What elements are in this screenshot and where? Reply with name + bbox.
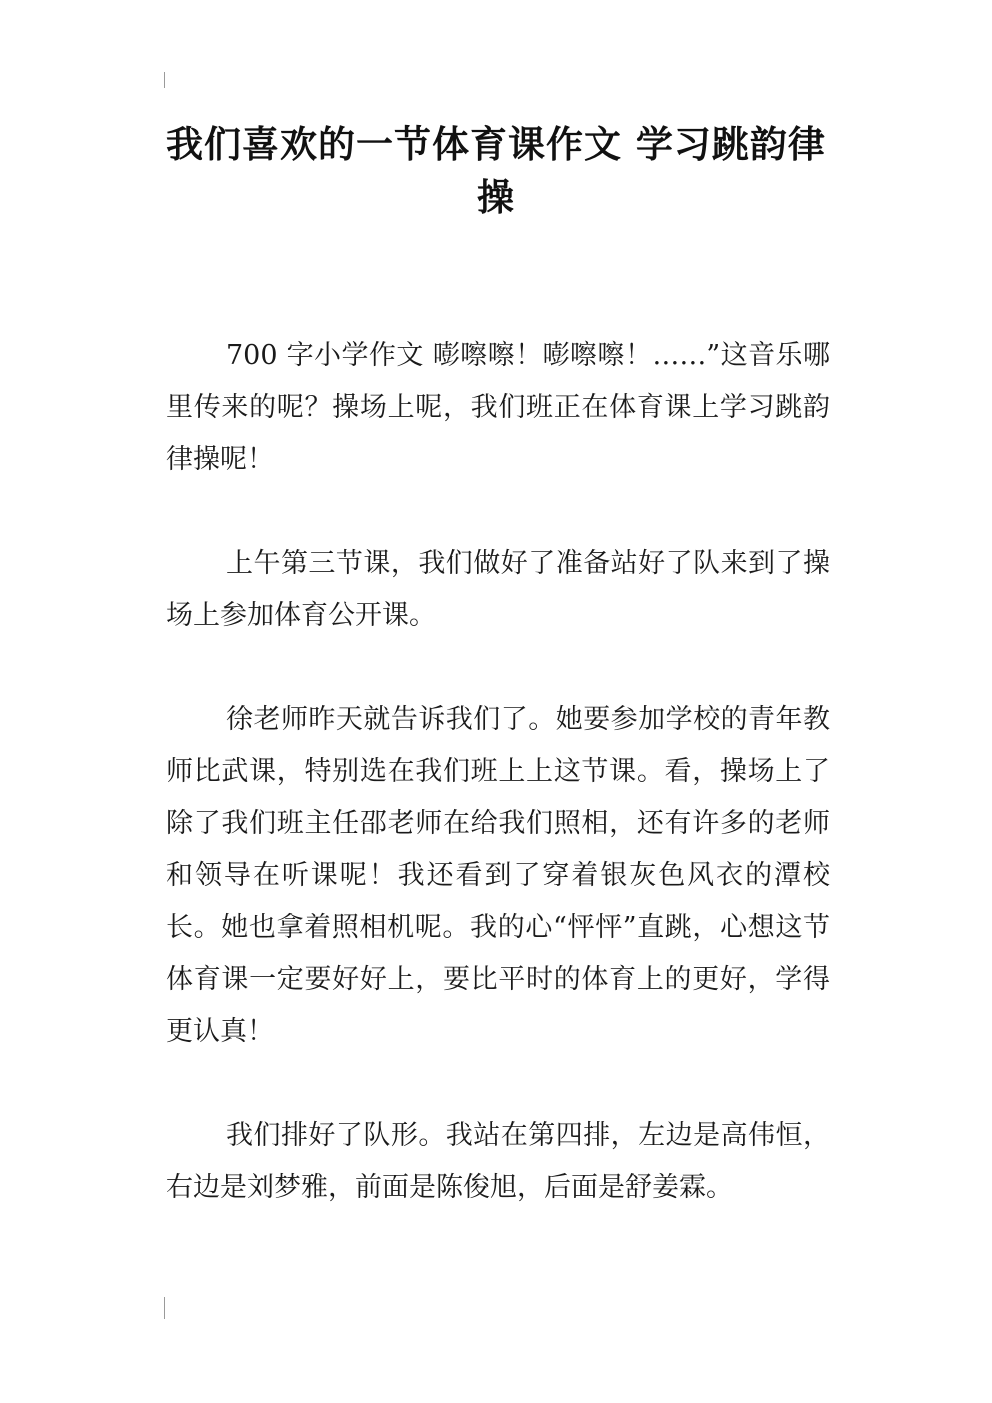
paragraph-intro: 700 字小学作文 嘭嚓嚓！嘭嚓嚓！……”这音乐哪里传来的呢？操场上呢，我们班正在体育课上学习跳韵律操呢！ xyxy=(166,340,830,475)
paragraph-formation: 我们排好了队形。我站在第四排，左边是高伟恒，右边是刘梦雅，前面是陈俊旭，后面是舒姜霖。 xyxy=(166,1120,830,1203)
document-body xyxy=(166,330,830,1266)
paragraph-third-period: 上午第三节课，我们做好了准备站好了队来到了操场上参加体育公开课。 xyxy=(166,548,830,631)
page-corner-mark-top xyxy=(164,72,165,88)
page-corner-mark-bottom xyxy=(164,1297,165,1319)
document-title: 我们喜欢的一节体育课作文 学习跳韵律操 xyxy=(166,123,826,219)
paragraph-teacher-xu: 徐老师昨天就告诉我们了。她要参加学校的青年教师比武课，特别选在我们班上上这节课。看，操场上了除了我们班主任邵老师在给我们照相，还有许多的老师和领导在听课呢！我还看到了穿着银灰色风衣的潭校长。她也拿着照相机呢。我的心“怦怦”直跳，心想这节体育课一定要好好上，要比平时的体育上的更好，学得更认真！ xyxy=(166,704,830,1047)
